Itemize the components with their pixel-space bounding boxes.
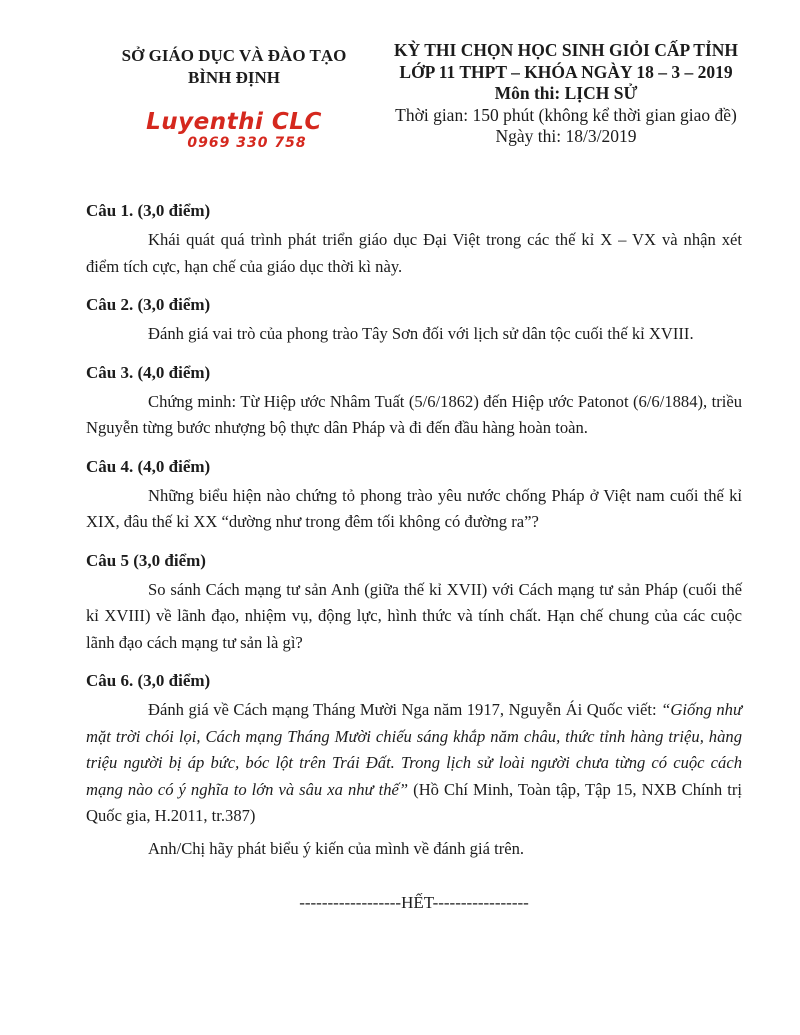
question-1 (86, 200, 742, 280)
exam-session: LỚP 11 THPT – KHÓA NGÀY 18 – 3 – 2019 (399, 61, 733, 82)
question-5-label: Câu 5 (3,0 điểm) (86, 550, 206, 570)
question-6-citation: (Hồ Chí Minh, Toàn tập, Tập 15, NXB Chính trị Quốc gia, H.2011, tr.387) (86, 779, 742, 825)
exam-date: Ngày thi: 18/3/2019 (495, 126, 637, 146)
question-2-text: Đánh giá vai trò của phong trào Tây Sơn đối với lịch sử dân tộc cuối thế kỉ XVIII. (148, 324, 694, 343)
logo-text: Luyenthi CLC (146, 109, 322, 135)
question-6-intro: Đánh giá về Cách mạng Tháng Mười Nga năm 1917, Nguyễn Ái Quốc viết: (148, 700, 662, 719)
question-3-text: Chứng minh: Từ Hiệp ước Nhâm Tuất (5/6/1862) đến Hiệp ước Patonot (6/6/1884), triều Nguyễn từng bước nhượng bộ thực dân Pháp và đi đến đầu hàng hoàn toàn. (86, 391, 742, 437)
logo-phone-number: 0969 330 758 (187, 135, 307, 151)
header-right-block (390, 40, 742, 148)
exam-title: KỲ THI CHỌN HỌC SINH GIỎI CẤP TỈNH (393, 40, 739, 60)
question-6 (86, 670, 742, 862)
question-3 (86, 362, 742, 442)
exam-duration: Thời gian: 150 phút (không kể thời gian giao đề) (395, 104, 737, 125)
document-header (86, 40, 742, 152)
question-6-followup: Anh/Chị hãy phát biểu ý kiến của mình về đánh giá trên. (148, 838, 525, 858)
question-4-label: Câu 4. (4,0 điểm) (86, 456, 211, 476)
question-3-label: Câu 3. (4,0 điểm) (86, 362, 211, 382)
end-of-exam-marker: ------------------HẾT----------------- (299, 893, 529, 912)
question-5-text: So sánh Cách mạng tư sản Anh (giữa thế kỉ XVII) với Cách mạng tư sản Pháp (cuối thế kỉ XVIII) về lãnh đạo, nhiệm vụ, động lực, hình thức và tính chất. Hạn chế chung của các cuộc lãnh đạo cách mạng tư sản là gì? (86, 579, 742, 652)
question-6-label: Câu 6. (3,0 điểm) (86, 671, 211, 690)
question-2 (86, 294, 742, 348)
question-4 (86, 456, 742, 536)
province-name: BÌNH ĐỊNH (187, 68, 281, 87)
exam-subject: Môn thi: LỊCH SỬ (494, 83, 638, 103)
question-1-text: Khái quát quá trình phát triển giáo dục Đại Việt trong các thế kỉ X – VX và nhận xét điểm tích cực, hạn chế của giáo dục thời kì này. (86, 230, 742, 276)
question-1-label: Câu 1. (3,0 điểm) (86, 201, 211, 220)
question-4-text: Những biểu hiện nào chứng tỏ phong trào yêu nước chống Pháp ở Việt nam cuối thế kỉ XIX, đâu thế kỉ XX “dường như trong đêm tối không có đường ra”? (86, 485, 742, 531)
question-2-label: Câu 2. (3,0 điểm) (86, 295, 211, 314)
header-left-block (86, 40, 382, 152)
question-5 (86, 550, 742, 657)
luyenthi-clc-logo (86, 109, 382, 152)
question-6-quote: “Giống như mặt trời chói lọi, Cách mạng Tháng Mười chiếu sáng khắp năm châu, thức tỉnh hàng triệu, hàng triệu người bị áp bức, bóc lột trên Trái Đất. Trong lịch sử loài người chưa từng có cuộc cách mạng nào có ý nghĩa to lớn và sâu xa như thế” (86, 700, 742, 799)
questions-section (86, 200, 742, 862)
question-6-text (86, 697, 742, 830)
department-name: SỞ GIÁO DỤC VÀ ĐÀO TẠO (121, 46, 347, 65)
